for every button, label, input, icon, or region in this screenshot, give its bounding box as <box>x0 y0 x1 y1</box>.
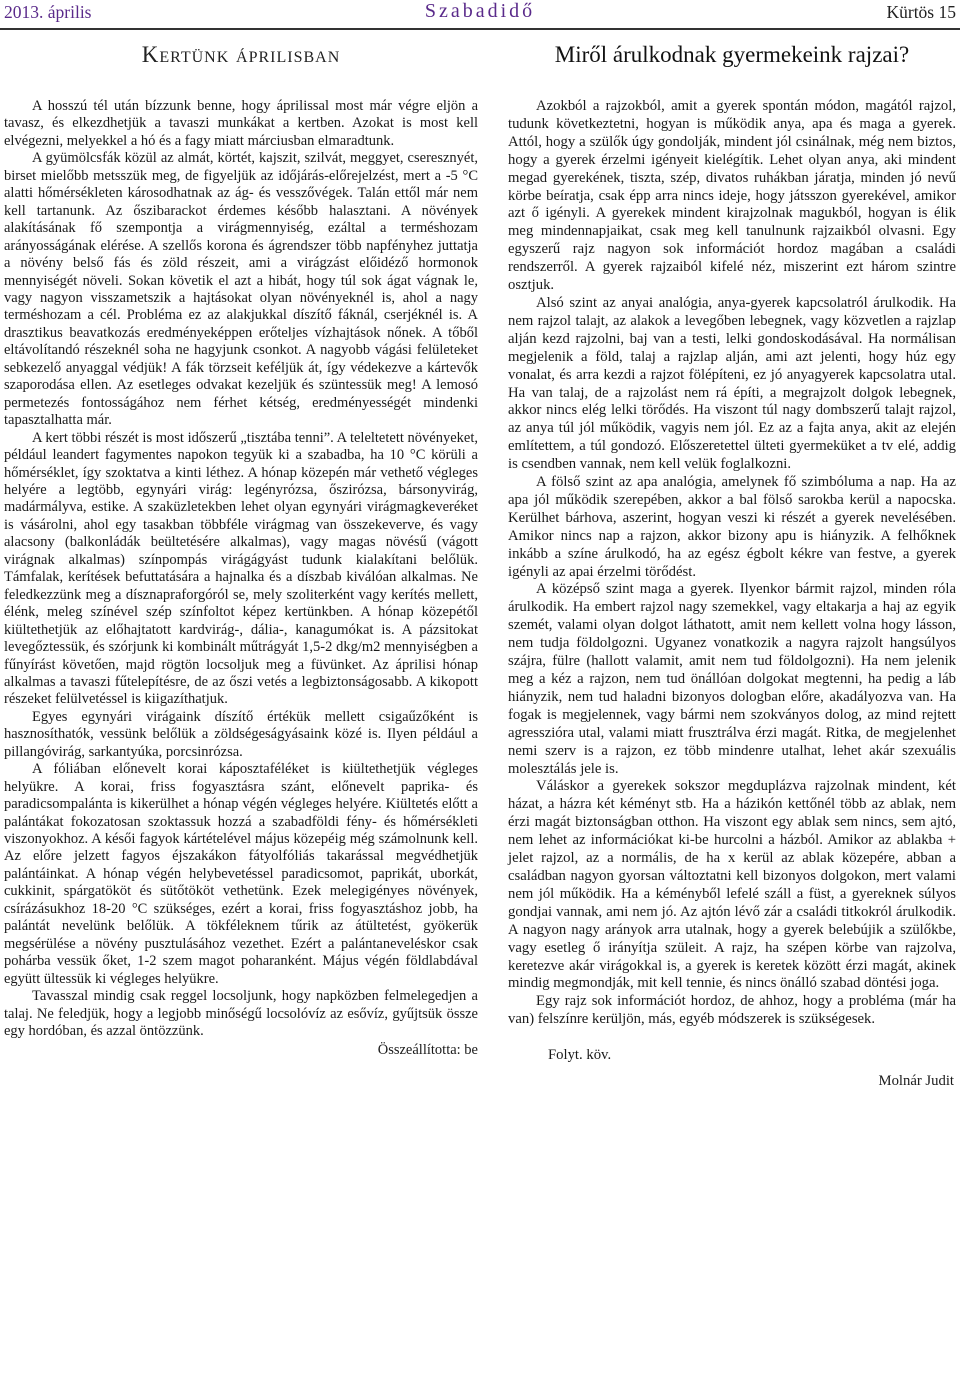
left-article <box>4 40 478 1060</box>
paragraph: A gyümölcsfák közül az almát, körtét, kajszit, szilvát, meggyet, cseresznyét, birset mielőbb metsszük meg, de figyeljük az időjárás-előrejelzést, mert a -5 °C alatti hőmérsékleten károsodhatnak az ág- és vesszővégek. Talán ettől már nem kell tartanunk. Az őszibarackot érdemes később halasztani. A növények alakításának fő szempontja a virágmennyiség, ezáltal a terméshozam arányosságának elérése. A szellős korona és ágrendszer több napfényhez juttatja a növény belső fás és zöld részeit, ami a virágzást előidéző hormonok mennyiségét növeli. Sokan követik el azt a hibát, hogy túl sok ágat vágnak le, vagy nagyon visszametszik a hajtásokat olyan növényeknél is, ahol a nagy terméshozam a cél. Probléma ez az alakjukkal díszítő fáknál, cserjéknél is. A drasztikus beavatkozás eredményeképpen erőteljes vízhajtások nőnek. A tőből eltávolítandó részeknél soha ne hagyjunk csonkot. A nagyobb vágási felületeket sebkezelő anyaggal védjük! A fák törzseit keféljük át, így védekezve a kártevők szaporodása ellen. Az esetleges odvakat kezeljük és szüntessük meg! A lemosó permetezés fontosságához nem férhet kétség, eredményességét mindenki tapasztalhatta már. <box>4 150 478 429</box>
section-title: Szabadidő <box>424 0 536 22</box>
paragraph: A középső szint maga a gyerek. Ilyenkor bármit rajzol, minden róla árulkodik. Ha embert rajzol nagy szemekkel, vagy eltakarja a haj az egyik szemét, valami olyan dolgot láthatott, amit nem kellett volna hogy lásson, nem tudja földolgozni. Ugyanez vonatkozik a nagyra rajzolt hangsúlyos szájra, fülre (hallott valamit, amit nem tud földolgozni). Ha nem jelenik meg a kéz a rajzon, nem tud önállóan dolgokat megtenni, ha pedig a láb hiányzik, nem tud haladni bizonyos dologban előre, akadályozva van. Ha fogak is megjelennek, vagy bármi nem szokványos dolog, az mind rejtett agresszióra utal, valami miatt frusztrálva érzi magát. Ritka, de megjelenhet nemi szerv is a rajzon, ez több mindenre utalhat, lehet akár szexuális molesztálás jele is. <box>508 581 956 777</box>
paragraph: A fölső szint az apa analógia, amelynek fő szimbóluma a nap. Ha az apa jól működik szerepében, akkor a bal fölső sarokba kerül a napocska. Kerülhet bárhova, aszerint, hogyan veszi ki részét a gyerek nevelésében. Amikor nincs nap a rajzon, akkor bizony apu is hiányzik. A felhőknek inkább a színe árulkodó, ha az egész égbolt kékre van festve, a gyerek igényli az apai érzelmi törődést. <box>508 474 956 580</box>
header-rule <box>0 28 960 30</box>
paragraph: A fóliában előnevelt korai káposztaféléket is kiültethetjük végleges helyükre. A korai, friss fogyasztásra szánt, előnevelt paprika- és paradicsompalánta is kikerülhet a hónap végén végleges helyére. Kiültetés előtt a palántákat fokozatosan szoktassuk hozzá a szabadföldi fény- és hőmérsékleti viszonyokhoz. A késői fagyok kártételével május közepéig még számolnunk kell. Az előre jelzett fagyos éjszakákon fátyolfóliás takarással megvédhetjük palántáinkat. A hónap végén helybevetéssel paradicsomot, paprikát, uborkát, cukkinit, spárgatököt és sütőtököt vethetünk. Ezek melegigényes növények, csírázásukhoz 18-20 °C szükséges, ezért a korai, friss fogyasztáshoz jobb, ha palántát nevelünk belőlük. A tökféleknem tűrik az átültetést, gyökerük megsérülése a növény pusztulásához vezethet. Ezért a palántaneveléskor csak pohárba vessük őket, 1-2 szem magot poharanként. Május végén földlabdával együtt ültessük ki végleges helyükre. <box>4 761 478 987</box>
compiled-by: Összeállította: be <box>377 1042 478 1059</box>
left-article-title: Kertünk áprilisban <box>141 42 341 67</box>
paragraph: Azokból a rajzokból, amit a gyerek spontán módon, magától rajzol, tudunk következtetni, hogyan is működik anya, apa és maga a gyerek. Attól, hogy a szülők úgy gondolják, mindent jól csinálnak, még nem biztos, hogy a gyerek érzelmi igényeit kielégítik. Lehet olyan anya, aki mindent megad gyerekének, tiszta, szép, divatos ruhákban járatja, minden jó nevű körbe beíratja, csak épp arra nincs ideje, hogy játsszon gyerekével, amikor azt ő igényli. A gyerekek mindent kirajzolnak magukból, hogyan is élik meg mindennapjaikat, csak meg kell tanulnunk rajzaikból olvasni. Egy egyszerű rajz nagyon sok információt hordoz magában a családi rendszerről. A gyerek rajzaiból kifelé néz, miszerint ezt három szintre osztjuk. <box>508 98 956 294</box>
paragraph: Egyes egynyári virágaink díszítő értékük mellett csigaűzőként is hasznosíthatók, vessünk belőlük a zöldségeságyásaink közé is. Ilyen például a pillangóvirág, sarkantyúka, porcsinrózsa. <box>4 708 478 760</box>
author-name: Molnár Judit <box>878 1073 954 1090</box>
page-header <box>0 0 960 26</box>
right-article-body <box>508 98 956 1029</box>
paragraph: A kert többi részét is most időszerű „tisztába tenni”. A teleltetett növényeket, például leandert fagymentes napokon tegyük ki a szabadba, ha 10 °C körüli a hőmérséklet, így szoktatva a kinti léthez. A hónap közepén már vethető végleges helyére a legtöbb, egynyári virág: legényrózsa, őszirózsa, bársonyvirág, madármályva, estike. A szaküzletekben lehet olyan egynyári virágmagkeveréket is vásárolni, ahol egy tasakban többféle virágmag van összekeverve, és vagy alacsony (balkonládák beültetésére alkalmas), vagy magas növésű (vágott virágnak alkalmas) színpompás virágágyást tudunk kialakítani belőlük. Támfalak, kerítések befuttatására a hajnalka és a díszbab kiválóan alkalmas. Ne feledkezzünk meg a dísznapraforgóról se, mely szoliterként vagy kerítés mellett, élénk, meleg színével szép színfoltot képez kertünkben. A hónap közepétől kiültethetjük az előhajtatott kardvirág-, dália-, kanagumókat is. A pázsitokat levegőztessük, és szórjunk ki kombinált műtrágyát 1,5-2 dkg/m2 mennyiségben a fűnyírást követően, majd rögtön locsoljuk meg a füvünket. Az áprilisi hónap alkalmas a tavaszi fűtelepítésre, de az őszi vetés a legbiztonságosabb. A kikopott részeket felülvetéssel is kiigazíthatjuk. <box>4 429 478 708</box>
left-article-body <box>4 98 478 1040</box>
issue-date: 2013. április <box>4 2 92 22</box>
right-article-title: Miről árulkodnak gyermekeink rajzai? <box>554 42 910 67</box>
paragraph: Egy rajz sok információt hordoz, de ahhoz, hogy a probléma (már ha van) felszínre kerüljön, más, egyéb módszerek is szükségesek. <box>508 993 956 1028</box>
page-number: Kürtös 15 <box>886 2 956 22</box>
continued-note: Folyt. köv. <box>548 1047 612 1064</box>
paragraph: Tavasszal mindig csak reggel locsoljunk, hogy napközben felmelegedjen a talaj. Ne feledjük, hogy a legjobb minőségű locsolóvíz az esővíz, gyűjtsük össze egy hordóban, és azzal öntözzünk. <box>4 988 478 1040</box>
paragraph: Alsó szint az anyai analógia, anya-gyerek kapcsolatról árulkodik. Ha nem rajzol talajt, az alakok a levegőben lebegnek, vagy közvetlen a rajzlap alján kezd rajzolni, baj van a testi, lelki gondoskodásával. Ha normálisan megjelenik a föld, talaj a rajzlap alján, ami azt jelenti, hogy húz egy vonalat, és arra kezdi a rajzot fölépíteni, ez jó anyagyerek kapcsolatra utal. Ha van talaj, de a rajzolást nem rá építi, a megrajzolt dolgok lebegnek, akkor nincs elég lelki törődés. Ha viszont túl nagy dombszerű talajt rajzol, az anya túl jól működik, vagyis nem jól. Ez az a fajta anya, akit az elején említettem, a túl gondozó. Előszeretettel ülteti gyermeküket a tv elé, addig is csendben vannak, nem kell velük foglalkozni. <box>508 294 956 473</box>
article-footer <box>508 1039 956 1089</box>
paragraph: Váláskor a gyerekek sokszor megduplázva rajzolnak mindent, két házat, a házra két kéményt stb. Ha a házikón kettőnél több az ablak, nem érzi magát biztonságban otthon. Ha viszont egy ablak sem nincs, sem ajtó, nem lehet az információkat ki-be hurcolni a házból. Amikor az ablakba + jelet rajzol, az a normális, de ha x kerül az ablak közepére, abban a családban nagyon gyorsan változtatni kell bizonyos dolgokon, mert valami nem jól működik. Ha a kéményből lefelé száll a füst, a gyereknek súlyos gondjai vannak, ami nem jó. Az ajtón lévő zár a családi titkokról árulkodik. A nagyon nagy arányok arra utalnak, hogy a gyerek belebújik a szülőkbe, vagy esetleg ő irányítja szüleit. A rajz, ha szépen körbe van rajzolva, keretezve akár virágokkal is, a gyerek is keretek között érzi magát, akinek mindig megmondják, mit kell tennie, és nincs önálló szabad döntési joga. <box>508 778 956 992</box>
paragraph: A hosszú tél után bízzunk benne, hogy áprilissal most már végre eljön a tavasz, és elkezdhetjük a tavaszi munkákat a kertben. Azokat is most kell elvégezni, melyekkel a hó és a fagy miatt márciusban elmaradtunk. <box>4 98 478 149</box>
right-article <box>508 40 956 1089</box>
